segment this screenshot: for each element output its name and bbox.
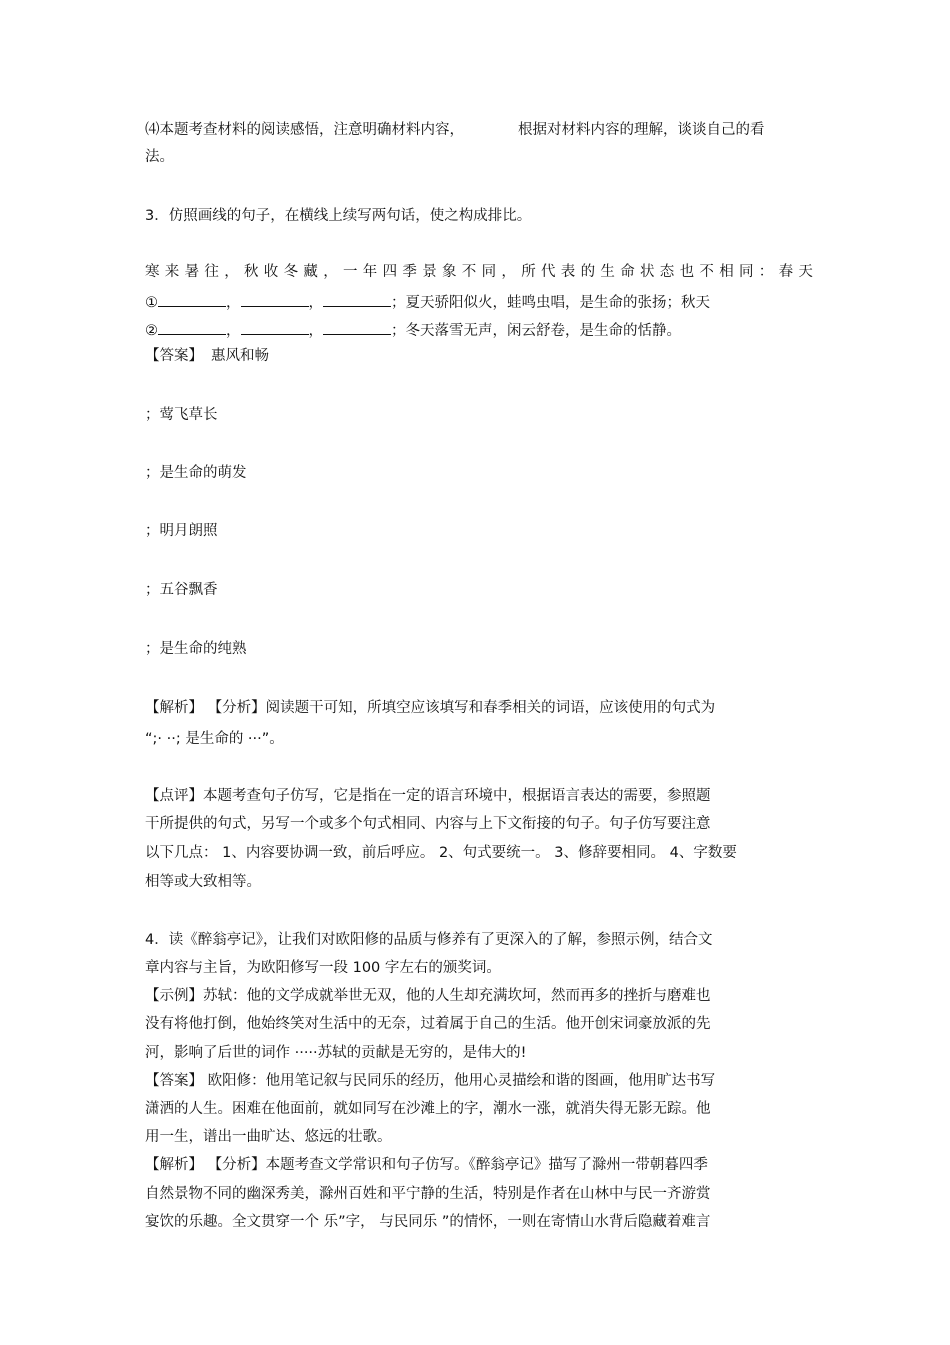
q3-comment-line: 相等或大致相等。 (145, 874, 261, 890)
comma: ， (308, 323, 323, 339)
fill-blank[interactable] (158, 320, 226, 335)
q2-4-part2: 根据对材料内容的理解，谈谈自己的看 (518, 122, 765, 138)
q3-line2 (145, 320, 681, 340)
answer-item: ；明月朗照 (145, 523, 218, 539)
q4-line: 潇洒的人生。困难在他面前，就如同写在沙滩上的字，潮水一涨，就消失得无影无踪。他 (145, 1101, 711, 1117)
q4-line: 4．读《醉翁亭记》，让我们对欧阳修的品质与修养有了更深入的了解，参照示例，结合文 (145, 932, 713, 948)
q2-4-line1 (145, 120, 765, 140)
q3-line1-tail: ；夏天骄阳似火，蛙鸣虫唱，是生命的张扬；秋天 (391, 295, 710, 311)
comma: ， (308, 295, 323, 311)
answer-label: 【答案】 (145, 348, 203, 364)
q4-line: 河，影响了后世的词作 ·····苏轼的贡献是无穷的，是伟大的! (145, 1045, 527, 1061)
q3-marker1: ① (145, 295, 158, 311)
comma: ， (226, 323, 241, 339)
answer-item: ；是生命的纯熟 (145, 641, 247, 657)
q2-4-part1: ⑷本题考查材料的阅读感悟，注意明确材料内容， (145, 122, 464, 138)
fill-blank[interactable] (323, 320, 391, 335)
answer-item: ；五谷飘香 (145, 582, 218, 598)
fill-blank[interactable] (323, 292, 391, 307)
fill-blank[interactable] (241, 320, 309, 335)
q4-line: 【解析】 【分析】本题考查文学常识和句子仿写。《醉翁亭记》描写了滁州一带朝暮四季 (145, 1157, 708, 1173)
q4-line: 【答案】 欧阳修：他用笔记叙与民同乐的经历，他用心灵描绘和谐的图画，他用旷达书写 (145, 1073, 716, 1089)
q3-title: 3．仿照画线的句子，在横线上续写两句话，使之构成排比。 (145, 208, 532, 224)
fill-blank[interactable] (241, 292, 309, 307)
q3-intro: 寒来暑往，秋收冬藏，一年四季景象不同，所代表的生命状态也不相同：春天 (145, 264, 819, 280)
q3-answer-first (145, 346, 269, 366)
comma: ， (226, 295, 241, 311)
q4-line: 宴饮的乐趣。全文贯穿一个 乐”字， 与民同乐 ”的情怀，一则在寄情山水背后隐藏着难言 (145, 1214, 711, 1230)
q3-comment-line: 干所提供的句式，另写一个或多个句式相同、内容与上下文衔接的句子。句子仿写要注意 (145, 816, 711, 832)
answer-item: ；莺飞草长 (145, 407, 218, 423)
q3-analysis-line2: “;· ··; 是生命的 ···”。 (145, 731, 284, 747)
answer-item: 惠风和畅 (211, 348, 269, 364)
q4-line: 章内容与主旨，为欧阳修写一段 100 字左右的颁奖词。 (145, 960, 501, 976)
q3-line2-tail: ；冬天落雪无声，闲云舒卷，是生命的恬静。 (391, 323, 681, 339)
q4-line: 没有将他打倒，他始终笑对生活中的无奈，过着属于自己的生活。他开创宋词豪放派的先 (145, 1016, 711, 1032)
q2-4-line2: 法。 (145, 149, 174, 165)
answer-item: ；是生命的萌发 (145, 465, 247, 481)
q3-analysis-line1: 【解析】 【分析】阅读题干可知，所填空应该填写和春季相关的词语，应该使用的句式为 (145, 700, 716, 716)
q3-line1 (145, 292, 710, 312)
q3-comment-line: 以下几点： 1、内容要协调一致，前后呼应。 2、句式要统一。 3、修辞要相同。 4、字数要 (145, 845, 737, 861)
q4-line: 自然景物不同的幽深秀美，滁州百姓和平宁静的生活，特别是作者在山林中与民一齐游赏 (145, 1186, 711, 1202)
q4-line: 【示例】苏轼：他的文学成就举世无双，他的人生却充满坎坷，然而再多的挫折与磨难也 (145, 988, 711, 1004)
q3-comment-line: 【点评】本题考查句子仿写，它是指在一定的语言环境中，根据语言表达的需要，参照题 (145, 788, 711, 804)
q4-line: 用一生，谱出一曲旷达、悠远的壮歌。 (145, 1129, 392, 1145)
fill-blank[interactable] (158, 292, 226, 307)
q3-marker2: ② (145, 323, 158, 339)
